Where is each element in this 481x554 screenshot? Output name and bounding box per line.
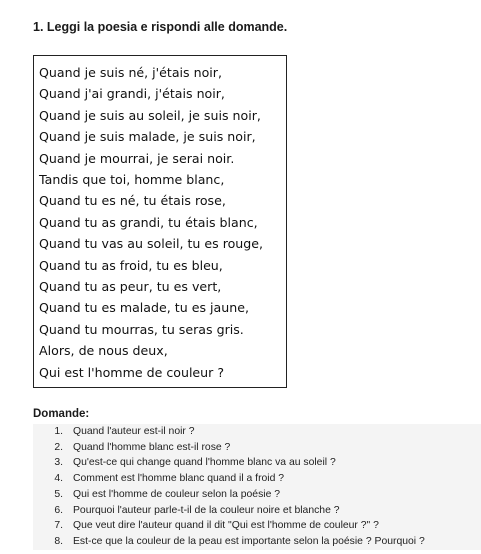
poem-line: Quand j'ai grandi, j'étais noir,: [39, 86, 225, 102]
question-text: Est-ce que la couleur de la peau est importante selon la poésie ? Pourquoi ?: [73, 535, 425, 547]
question-number: 8.: [54, 535, 63, 547]
question-item: [33, 455, 481, 471]
question-number: 5.: [54, 488, 63, 500]
poem-line: Quand tu as peur, tu es vert,: [39, 279, 222, 295]
question-item: [33, 471, 481, 487]
poem-line: Quand je suis né, j'étais noir,: [39, 65, 222, 80]
question-number: 7.: [54, 520, 63, 532]
question-number: 3.: [54, 457, 63, 469]
poem-line: Quand tu as froid, tu es bleu,: [39, 257, 223, 273]
question-item: [33, 424, 481, 440]
poem-box: [33, 55, 287, 388]
poem-line: Alors, de nous deux,: [39, 343, 168, 359]
question-item: [33, 518, 481, 534]
poem-line: Quand je suis malade, je suis noir,: [39, 129, 256, 145]
question-item: [33, 487, 481, 503]
question-item: [33, 440, 481, 456]
poem-line: Quand je mourrai, je serai noir.: [39, 150, 235, 166]
question-text: Comment est l'homme blanc quand il a froid ?: [73, 473, 285, 485]
question-item: [33, 503, 481, 519]
domande-heading: Domande:: [33, 408, 90, 420]
question-number: 6.: [54, 504, 63, 516]
question-text: Que veut dire l'auteur quand il dit "Qui est l'homme de couleur ?" ?: [73, 520, 379, 532]
poem-line: Tandis que toi, homme blanc,: [39, 172, 225, 188]
question-list: [33, 424, 481, 550]
poem-line: Quand tu es malade, tu es jaune,: [39, 300, 249, 316]
question-text: Pourquoi l'auteur parle-t-il de la couleur noire et blanche ?: [73, 504, 340, 516]
poem-line: Quand tu as grandi, tu étais blanc,: [39, 214, 258, 230]
question-text: Qui est l'homme de couleur selon la poésie ?: [73, 488, 281, 500]
question-text: Quand l'auteur est-il noir ?: [73, 426, 195, 437]
question-text: Qu'est-ce qui change quand l'homme blanc va au soleil ?: [73, 457, 336, 469]
question-number: 1.: [54, 426, 63, 437]
question-text: Quand l'homme blanc est-il rose ?: [73, 441, 231, 453]
poem-line: Quand tu mourras, tu seras gris.: [39, 321, 244, 337]
poem-line: Quand je suis au soleil, je suis noir,: [39, 107, 261, 123]
poem-line: Qui est l'homme de couleur ?: [39, 364, 225, 380]
poem-line: Quand tu vas au soleil, tu es rouge,: [39, 236, 264, 252]
question-item: [33, 534, 481, 550]
exercise-title: 1. Leggi la poesia e rispondi alle domande.: [33, 20, 288, 34]
poem-line: Quand tu es né, tu étais rose,: [39, 193, 226, 209]
question-number: 2.: [54, 441, 63, 453]
question-number: 4.: [54, 473, 63, 485]
